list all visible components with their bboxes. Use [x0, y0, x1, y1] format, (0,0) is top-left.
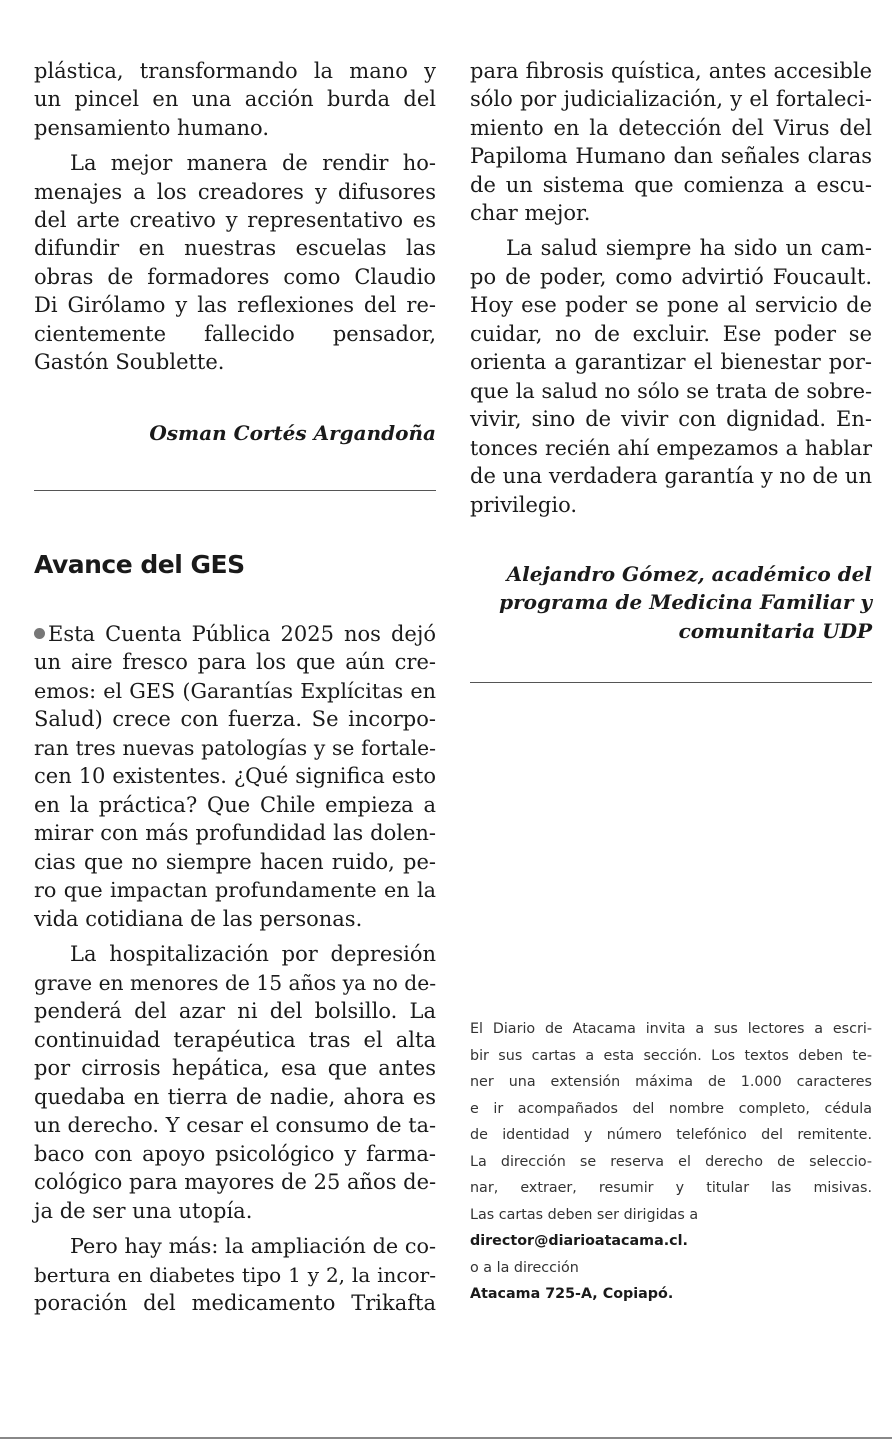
text-line: que la salud no sólo se trata de sobre-	[470, 379, 872, 403]
notice-line: bir sus cartas a esta sección. Los textos deben te-	[470, 1048, 872, 1064]
text-line: penderá del azar ni del bolsillo. La	[34, 999, 436, 1023]
text-line: plástica, transformando la mano y	[34, 59, 436, 83]
signature: programa de Medicina Familiar y	[499, 590, 872, 614]
text-line: ran tres nuevas patologías y se fortale-	[34, 736, 436, 760]
text-line: Hoy ese poder se pone al servicio de	[470, 293, 872, 317]
text-line: menajes a los creadores y difusores	[34, 180, 436, 204]
page-bottom-rule	[0, 1437, 892, 1439]
text-line: un pincel en una acción burda del	[34, 87, 436, 111]
text-line: quedaba en tierra de nadie, ahora es	[34, 1085, 436, 1109]
text-line-content: Esta Cuenta Pública 2025 nos dejó	[48, 622, 436, 646]
notice-line: e ir acompañados del nombre completo, cédula	[470, 1101, 872, 1117]
notice-address: Atacama 725-A, Copiapó.	[470, 1286, 674, 1302]
text-line: de un sistema que comienza a escu-	[470, 173, 872, 197]
text-line: emos: el GES (Garantías Explícitas en	[34, 679, 436, 703]
notice-line: ner una extensión máxima de 1.000 caracteres	[470, 1074, 872, 1090]
text-line: baco con apoyo psicológico y farma-	[34, 1142, 436, 1166]
text-line: obras de formadores como Claudio	[34, 265, 436, 289]
text-line: por cirrosis hepática, esa que antes	[34, 1056, 436, 1080]
text-line: Di Girólamo y las reflexiones del re-	[34, 293, 436, 317]
text-line	[34, 620, 436, 648]
text-line: vivir, sino de vivir con dignidad. En-	[470, 407, 872, 431]
text-line: en la práctica? Que Chile empieza a	[34, 793, 436, 817]
text-line: La salud siempre ha sido un cam-	[506, 236, 872, 260]
divider	[34, 490, 436, 491]
text-line: bertura en diabetes tipo 1 y 2, la incor-	[34, 1263, 436, 1287]
text-line: cias que no siempre hacen ruido, pe-	[34, 850, 436, 874]
text-line: un derecho. Y cesar el consumo de ta-	[34, 1113, 436, 1137]
signature: Alejandro Gómez, académico del	[506, 562, 872, 586]
notice-email: director@diarioatacama.cl.	[470, 1233, 688, 1249]
notice-line: Las cartas deben ser dirigidas a	[470, 1207, 699, 1223]
signature: Osman Cortés Argandoña	[149, 421, 436, 445]
text-line: miento en la detección del Virus del	[470, 116, 872, 140]
signature: comunitaria UDP	[678, 619, 872, 643]
text-line: orienta a garantizar el bienestar por-	[470, 350, 872, 374]
text-line: grave en menores de 15 años ya no de-	[34, 971, 437, 995]
text-line: para fibrosis quística, antes accesible	[470, 59, 872, 83]
text-line: del arte creativo y representativo es	[34, 208, 436, 232]
text-line: de una verdadera garantía y no de un	[470, 464, 872, 488]
letter-heading: Avance del GES	[34, 550, 245, 579]
notice-line: o a la dirección	[470, 1260, 579, 1276]
bullet-icon	[34, 628, 45, 639]
text-line: cológico para mayores de 25 años de-	[34, 1170, 437, 1194]
text-line: continuidad terapéutica tras el alta	[34, 1028, 436, 1052]
text-line: Papiloma Humano dan señales claras	[470, 144, 872, 168]
text-line: difundir en nuestras escuelas las	[34, 236, 436, 260]
text-line: cientemente fallecido pensador,	[34, 322, 436, 346]
text-line: sólo por judicialización, y el fortaleci-	[470, 87, 872, 111]
text-line: pensamiento humano.	[34, 116, 269, 140]
notice-line: El Diario de Atacama invita a sus lectores a escri-	[470, 1021, 872, 1037]
notice-line: nar, extraer, resumir y titular las misivas.	[470, 1180, 872, 1196]
text-line: La mejor manera de rendir ho-	[70, 151, 436, 175]
text-line: tonces recién ahí empezamos a hablar	[470, 436, 872, 460]
notice-line: La dirección se reserva el derecho de seleccio-	[470, 1154, 872, 1170]
text-line: cen 10 existentes. ¿Qué significa esto	[34, 764, 436, 788]
text-line: La hospitalización por depresión	[70, 942, 436, 966]
text-line: poración del medicamento Trikafta	[34, 1291, 436, 1315]
text-line: cuidar, no de excluir. Ese poder se	[470, 322, 872, 346]
divider	[470, 682, 872, 683]
text-line: Salud) crece con fuerza. Se incorpo-	[34, 707, 436, 731]
text-line: Gastón Soublette.	[34, 350, 225, 374]
text-line: vida cotidiana de las personas.	[34, 907, 363, 931]
text-line: Pero hay más: la ampliación de co-	[70, 1234, 436, 1258]
notice-line: de identidad y número telefónico del remitente.	[470, 1127, 872, 1143]
text-line: ro que impactan profundamente en la	[34, 878, 436, 902]
text-line: char mejor.	[470, 201, 591, 225]
text-line: un aire fresco para los que aún cre-	[34, 650, 436, 674]
text-line: mirar con más profundidad las dolen-	[34, 821, 436, 845]
text-line: privilegio.	[470, 493, 578, 517]
text-line: po de poder, como advirtió Foucault.	[470, 265, 872, 289]
text-line: ja de ser una utopía.	[34, 1199, 253, 1223]
